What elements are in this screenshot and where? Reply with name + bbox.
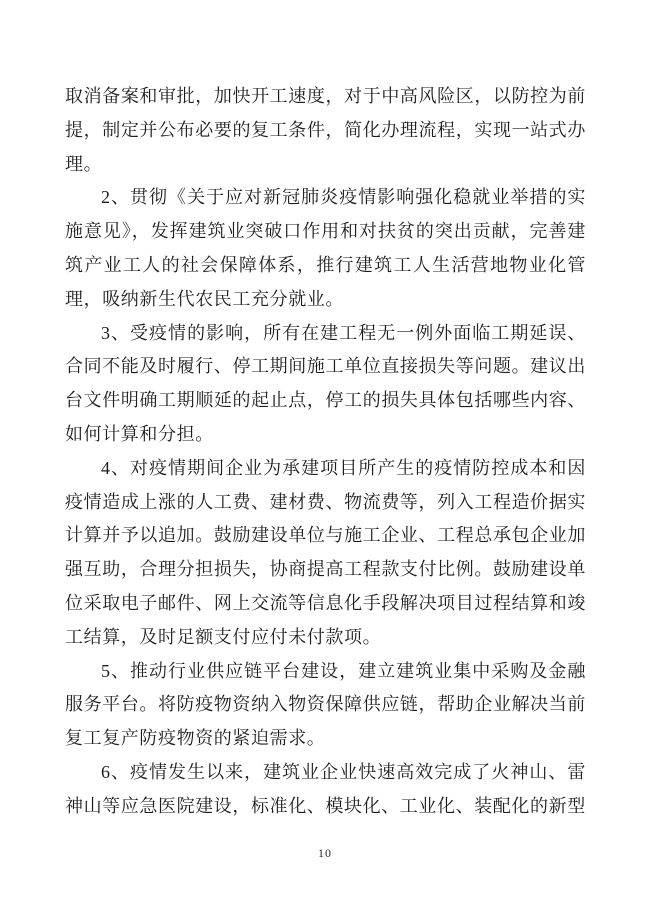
paragraph-item-3: 3、受疫情的影响，所有在建工程无一例外面临工期延误、合同不能及时履行、停工期间施工单位直接损失等问题。建议出台文件明确工期顺延的起止点，停工的损失具体包括哪些内容、如何计算和分担。	[65, 322, 586, 444]
paragraph-item-6: 6、疫情发生以来，建筑业企业快速高效完成了火神山、雷神山等应急医院建设，标准化、模块化、工业化、装配化的新型	[65, 761, 586, 816]
paragraph-continuation: 取消备案和审批，加快开工速度，对于中高风险区，以防控为前提，制定并公布必要的复工条件，简化办理流程，实现一站式办理。	[65, 86, 586, 174]
paragraph-item-2: 2、贯彻《关于应对新冠肺炎疫情影响强化稳就业举措的实施意见》，发挥建筑业突破口作用和对扶贫的突出贡献，完善建筑产业工人的社会保障体系，推行建筑工人生活营地物业化管理，吸纳新生代农民工充分就业。	[65, 187, 586, 309]
page-number: 10	[318, 846, 332, 860]
paragraph-item-5: 5、推动行业供应链平台建设，建立建筑业集中采购及金融服务平台。将防疫物资纳入物资保障供应链，帮助企业解决当前复工复产防疫物资的紧迫需求。	[65, 660, 586, 749]
text-content	[65, 80, 586, 824]
paragraph-item-4: 4、对疫情期间企业为承建项目所产生的疫情防控成本和因疫情造成上涨的人工费、建材费、物流费等，列入工程造价据实计算并予以追加。鼓励建设单位与施工企业、工程总承包企业加强互助，合理分担损失，协商提高工程款支付比例。鼓励建设单位采取电子邮件、网上交流等信息化手段解决项目过程结算和竣工结算，及时足额支付应付未付款项。	[65, 457, 586, 647]
